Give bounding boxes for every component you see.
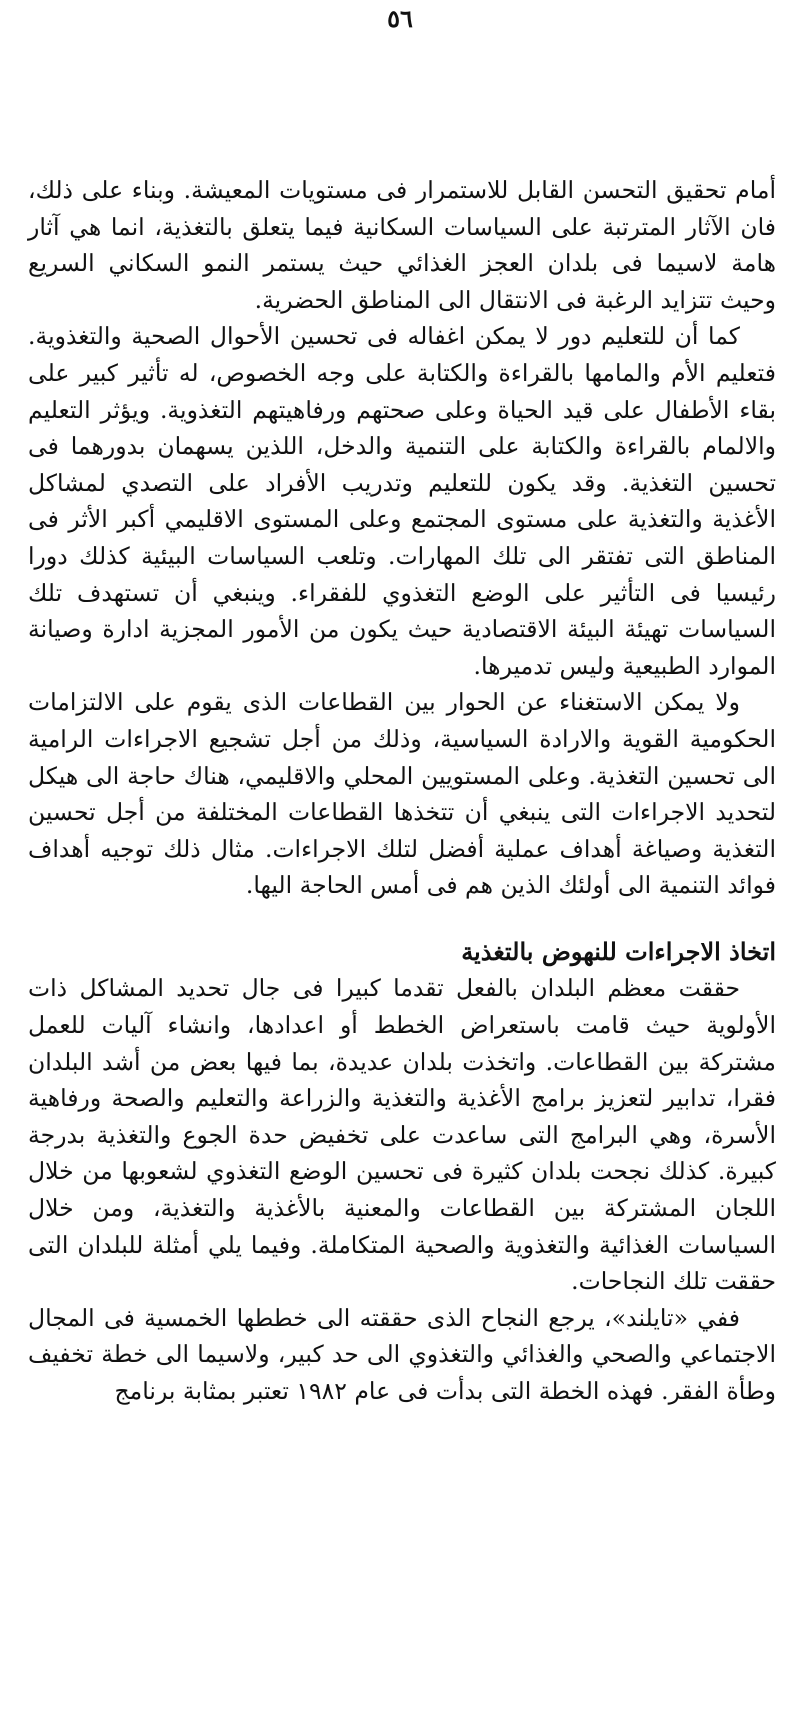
section-heading: اتخاذ الاجراءات للنهوض بالتغذية xyxy=(461,936,776,966)
paragraph-thailand: ففي «تايلند»، يرجع النجاح الذى حققته الى خططها الخمسية فى المجال الاجتماعي والصحي والغذائي والتغذوي الى حد كبير، ولاسيما الى خطة تخفيف وطأة الفقر. فهذه الخطة التى بدأت فى عام ١٩٨٢ تعتبر بمثابة برنامج xyxy=(28,1303,776,1405)
paragraph-population-policies: أمام تحقيق التحسن القابل للاستمرار فى مستويات المعيشة. وبناء على ذلك، فان الآثار المترتبة على السياسات السكانية فيما يتعلق بالتغذية، انما هي آثار هامة لاسيما فى بلدان العجز الغذائي حيث يستمر النمو السكاني السريع وحيث تتزايد الرغبة فى الانتقال الى المناطق الحضرية. xyxy=(28,176,777,314)
paragraph-education: كما أن للتعليم دور لا يمكن اغفاله فى تحسين الأحوال الصحية والتغذوية. فتعليم الأم والمامها بالقراءة والكتابة على وجه الخصوص، له تأثير كبير على بقاء الأطفال على قيد الحياة وعلى صحتهم ورفاهيتهم التغذوية. ويؤثر التعليم والالمام بالقراءة والكتابة على التنمية والدخل، اللذين يسهمان بدورهما فى تحسين التغذية. وقد يكون للتعليم وتدريب الأفراد على التصدي لمشاكل الأغذية والتغذية على مستوى المجتمع وعلى المستوى الاقليمي أكبر الأثر فى المناطق التى تفتقر الى تلك المهارات. وتلعب السياسات البيئية كذلك دورا رئيسيا فى التأثير على الوضع التغذوي للفقراء. وينبغي أن تستهدف تلك السياسات تهيئة البيئة الاقتصادية حيث يكون من الأمور المجزية ادارة وصيانة الموارد الطبيعية وليس تدميرها. xyxy=(28,322,776,680)
paragraph-intersectoral-dialogue: ولا يمكن الاستغناء عن الحوار بين القطاعات الذى يقوم على الالتزامات الحكومية القوية والارادة السياسية، وذلك من أجل تشجيع الاجراءات الرامية الى تحسين التغذية. وعلى المستويين المحلي والاقليمي، هناك حاجة الى هيكل لتحديد الاجراءات التى ينبغي أن تتخذها القطاعات المختلفة من أجل تحسين التغذية وصياغة أهداف عملية أفضل لتلك الاجراءات. مثال ذلك توجيه أهداف فوائد التنمية الى أولئك الذين هم فى أمس الحاجة اليها. xyxy=(28,688,776,900)
page-number: ٥٦ xyxy=(387,4,413,33)
body-text xyxy=(28,172,776,1410)
paragraph-country-progress: حققت معظم البلدان بالفعل تقدما كبيرا فى جال تحديد المشاكل ذات الأولوية حيث قامت باستعراض الخطط أو اعدادها، وانشاء آليات للعمل مشتركة بين القطاعات. واتخذت بلدان عديدة، بما فيها بعض من أشد البلدان فقرا، تدابير لتعزيز برامج الأغذية والتغذية والزراعة والتعليم والصحة ورفاهية الأسرة، وهي البرامج التى ساعدت على تخفيض حدة الجوع والتغذية بدرجة كبيرة. كذلك نجحت بلدان كثيرة فى تحسين الوضع التغذوي لشعوبها من خلال اللجان المشتركة بين القطاعات والمعنية بالأغذية والتغذية، ومن خلال السياسات الغذائية والتغذوية والصحية المتكاملة. وفيما يلي أمثلة للبلدان التى حققت تلك النجاحات. xyxy=(28,974,776,1296)
